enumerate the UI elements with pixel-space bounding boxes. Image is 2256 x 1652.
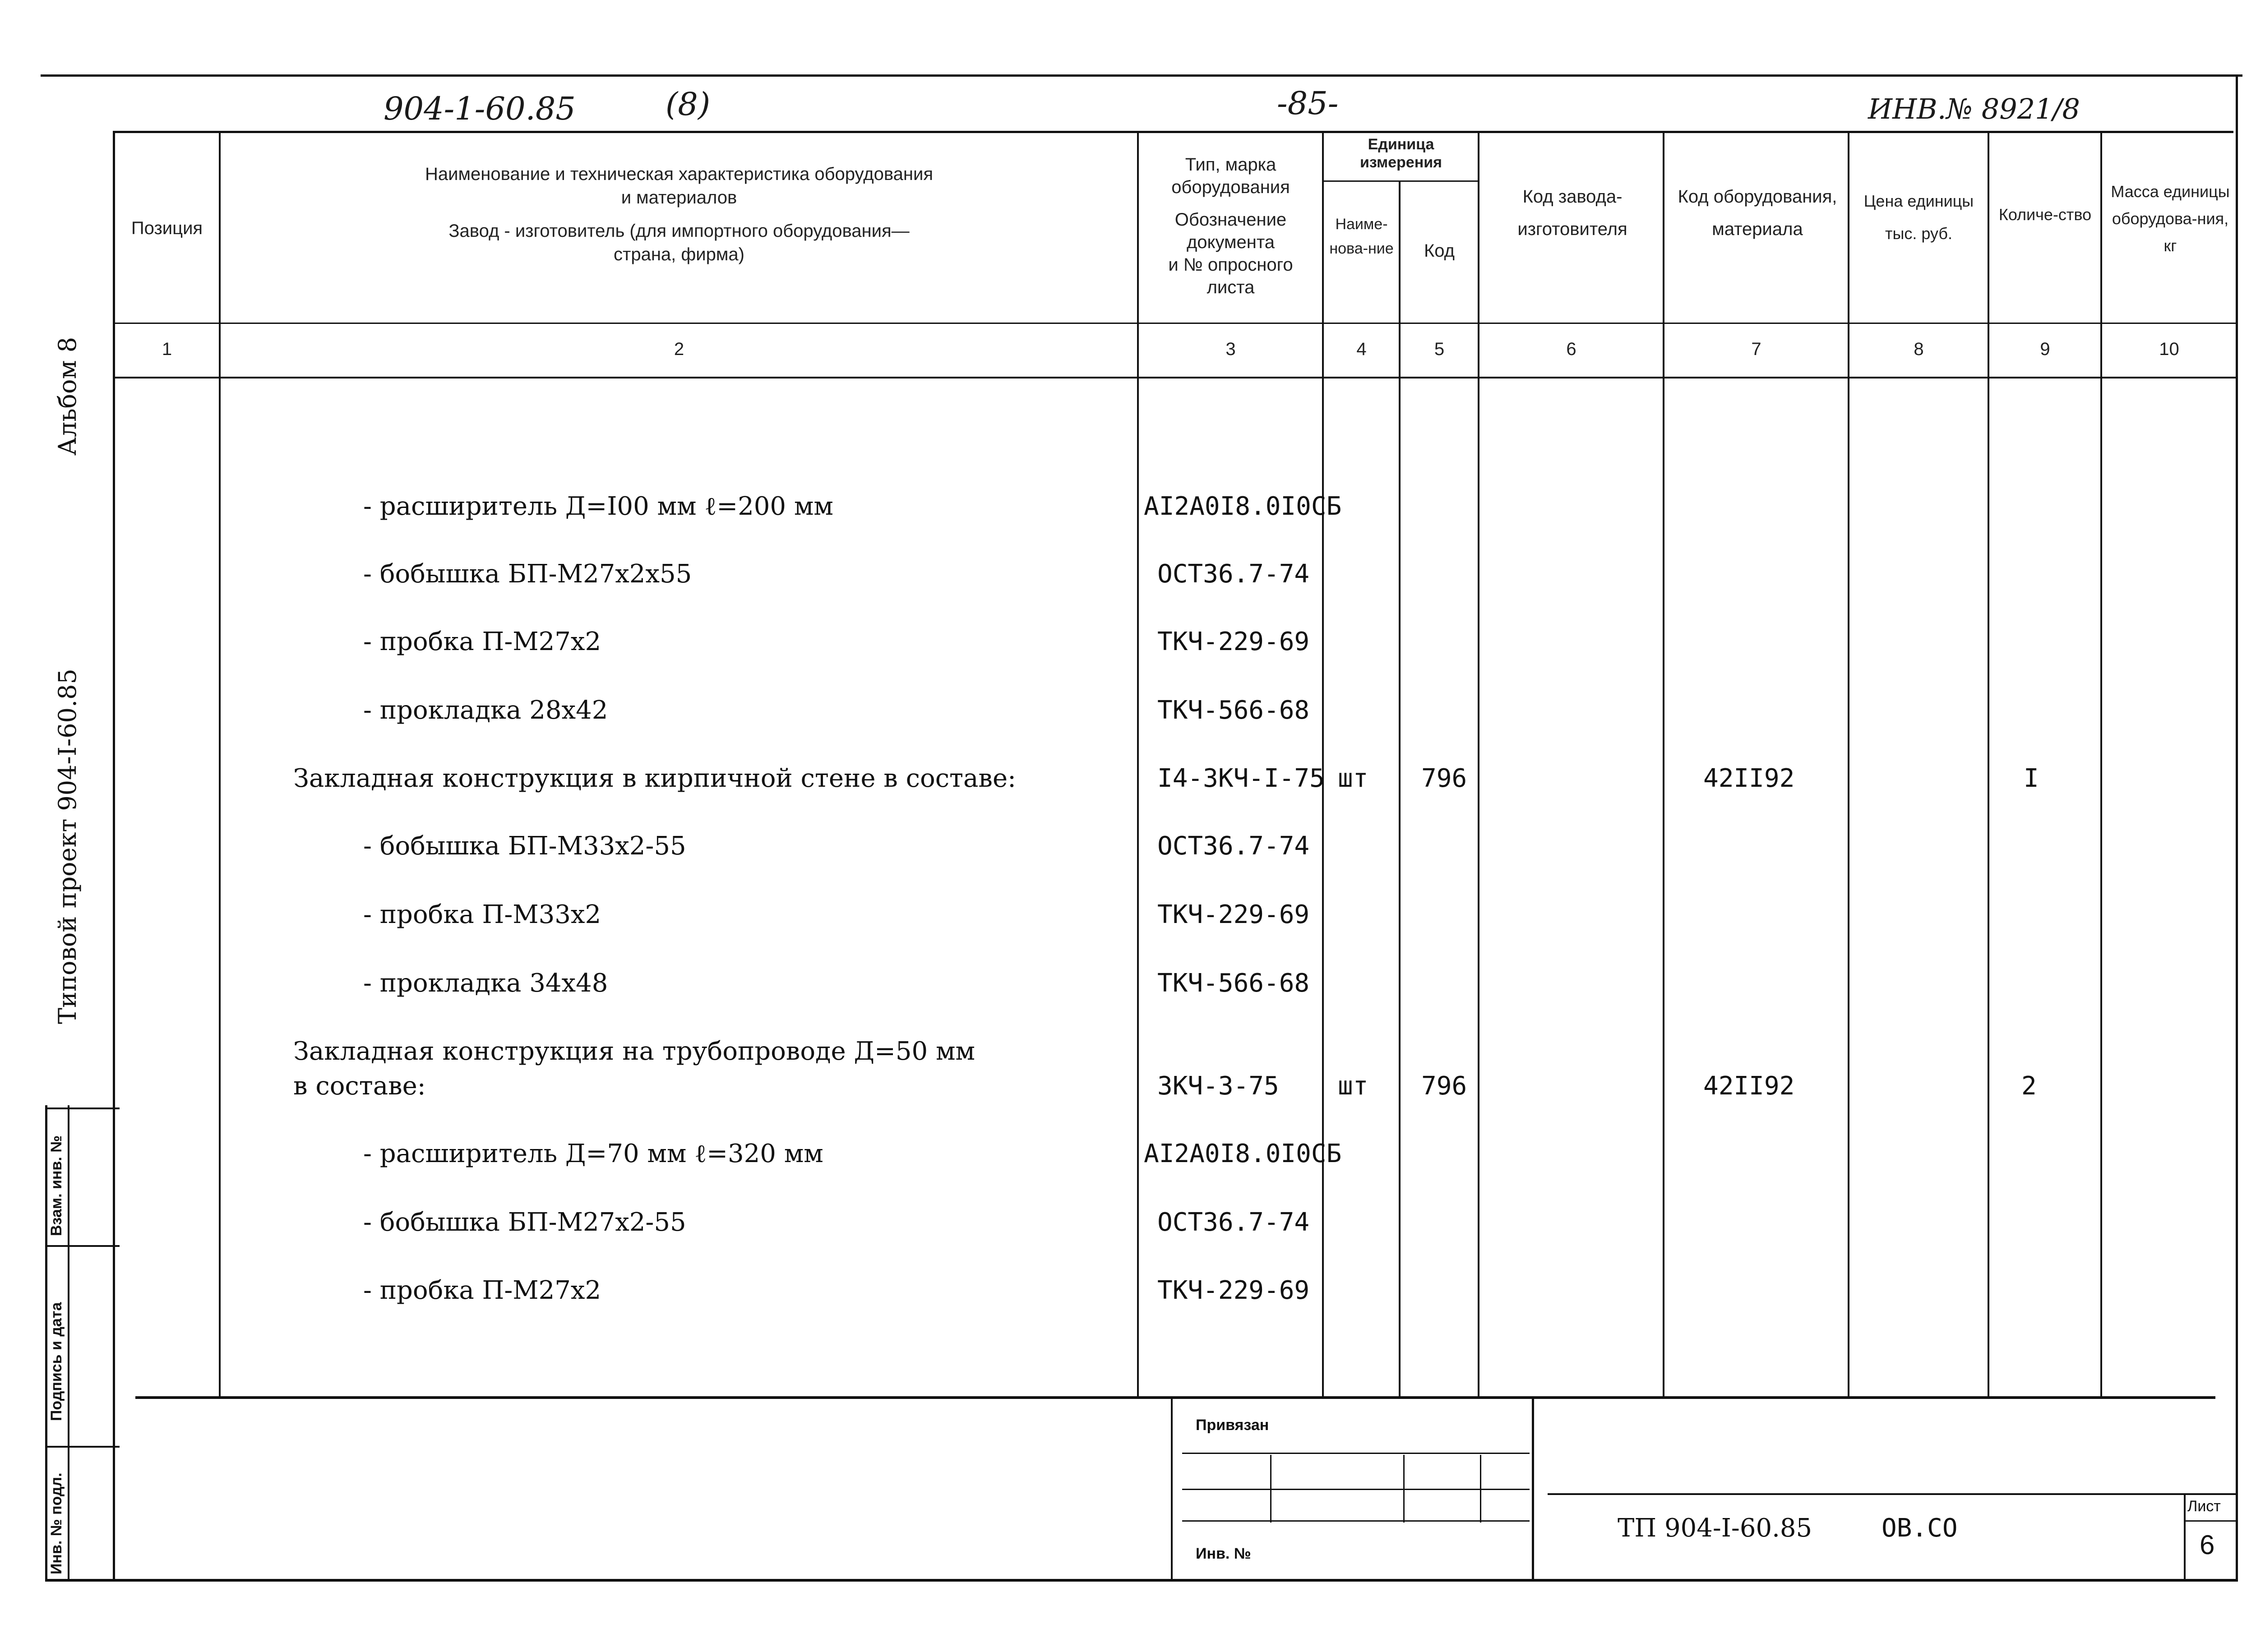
sheet-cell-divider bbox=[2184, 1520, 2236, 1522]
footer-block-right bbox=[1532, 1398, 1534, 1579]
stamp-left-border bbox=[45, 1105, 47, 1581]
row-name: - прокладка 28х42 bbox=[363, 696, 608, 725]
row-doc: ТКЧ-229-69 bbox=[1157, 1276, 1310, 1305]
row-quantity: 2 bbox=[2021, 1071, 2037, 1101]
col-sep-8 bbox=[1988, 131, 1989, 1398]
frame-right-border bbox=[2236, 74, 2238, 1581]
row-doc: ТКЧ-566-68 bbox=[1157, 696, 1310, 725]
stamp-separator-1 bbox=[45, 1107, 120, 1109]
col-number-8: 8 bbox=[1914, 339, 1924, 359]
header-unit-code: Код bbox=[1424, 241, 1455, 261]
row-name: - пробка П-М27х2 bbox=[363, 627, 601, 656]
page-number: -85- bbox=[1277, 85, 1339, 122]
unit-group-rule bbox=[1322, 180, 1478, 182]
col-number-9: 9 bbox=[2040, 339, 2050, 359]
row-unit: шт bbox=[1338, 764, 1368, 793]
col-number-6: 6 bbox=[1566, 339, 1576, 359]
row-doc: AI2A0I8.0I0CБ bbox=[1144, 1139, 1342, 1168]
row-name: - пробка П-М27х2 bbox=[363, 1276, 601, 1305]
album-mark-handwritten: (8) bbox=[666, 86, 711, 123]
row-unit: шт bbox=[1338, 1071, 1368, 1101]
footer-inv-label: Инв. № bbox=[1196, 1545, 1251, 1562]
inventory-number: ИНВ.№ 8921/8 bbox=[1868, 92, 2080, 125]
sheet-label: Лист bbox=[2187, 1498, 2221, 1515]
row-name: - расширитель Д=I00 мм ℓ=200 мм bbox=[363, 492, 833, 521]
row-doc: ТКЧ-566-68 bbox=[1157, 969, 1310, 998]
row-doc: ОСТ36.7-74 bbox=[1157, 559, 1310, 589]
row-unit-code: 796 bbox=[1421, 764, 1467, 793]
row-doc: ТКЧ-229-69 bbox=[1157, 627, 1310, 656]
footer-grid-v2 bbox=[1403, 1455, 1405, 1523]
row-doc: I4-ЗКЧ-I-75 bbox=[1157, 764, 1325, 793]
row-name: - бобышка БП-М27х2-55 bbox=[363, 1208, 686, 1237]
row-quantity: I bbox=[2024, 764, 2039, 793]
col-sep-2 bbox=[1137, 131, 1139, 1398]
row-doc: ОСТ36.7-74 bbox=[1157, 1208, 1310, 1237]
footer-grid-v3 bbox=[1480, 1455, 1481, 1523]
footer-grid-v1 bbox=[1270, 1455, 1271, 1523]
header-unit-name: Наиме-нова-ние bbox=[1329, 216, 1394, 257]
row-doc: ЗКЧ-3-75 bbox=[1157, 1071, 1279, 1101]
row-doc: ОСТ36.7-74 bbox=[1157, 831, 1310, 861]
header-position: Позиция bbox=[131, 218, 203, 238]
stamp-cell-inventory: Инв. № подл. bbox=[48, 1472, 65, 1574]
footer-grid-h2 bbox=[1182, 1489, 1530, 1490]
header-name: Наименование и техническая характеристика оборудования и материалов Завод - изготовитель (для импортного оборудования— страна, фирма) bbox=[425, 164, 933, 264]
header-unit-group: Единица измерения bbox=[1360, 136, 1442, 171]
title-block-rule bbox=[1548, 1493, 2236, 1495]
album-side-label: Альбом 8 bbox=[53, 337, 82, 456]
table-top-border bbox=[113, 131, 2233, 133]
col-sep-1 bbox=[219, 131, 221, 1398]
row-name-continued: в составе: bbox=[293, 1071, 426, 1101]
row-material-code: 42II92 bbox=[1703, 764, 1795, 793]
table-bottom-rule bbox=[135, 1396, 2215, 1399]
row-name: - прокладка 34х48 bbox=[363, 969, 608, 998]
col-number-3: 3 bbox=[1225, 339, 1236, 359]
col-sep-9 bbox=[2100, 131, 2102, 1398]
stamp-separator-2 bbox=[45, 1245, 120, 1247]
sheet-cell-left bbox=[2184, 1493, 2186, 1579]
header-quantity: Количе-ство bbox=[1998, 205, 2092, 224]
top-rule bbox=[41, 74, 2242, 77]
frame-bottom-border bbox=[45, 1579, 2238, 1582]
row-name: - пробка П-М33х2 bbox=[363, 900, 601, 929]
col-sep-5 bbox=[1478, 131, 1479, 1398]
header-mass: Масса единицы оборудова-ния, кг bbox=[2111, 182, 2230, 255]
stamp-inner-border bbox=[68, 1105, 69, 1581]
row-name: Закладная конструкция в кирпичной стене в составе: bbox=[293, 764, 1016, 793]
stamp-separator-3 bbox=[45, 1446, 120, 1448]
col-number-7: 7 bbox=[1751, 339, 1761, 359]
col-number-4: 4 bbox=[1356, 339, 1367, 359]
row-doc: ТКЧ-229-69 bbox=[1157, 900, 1310, 929]
footer-block-left bbox=[1171, 1398, 1173, 1579]
header-bottom-rule bbox=[113, 323, 2236, 324]
row-name: Закладная конструкция на трубопроводе Д=50 мм bbox=[293, 1037, 975, 1066]
stamp-cell-signature: Подпись и дата bbox=[48, 1302, 65, 1421]
col-number-10: 10 bbox=[2159, 339, 2179, 359]
header-factory-code: Код завода-изготовителя bbox=[1517, 187, 1627, 239]
header-type: Тип, марка оборудования Обозначение документа и № опросного листа bbox=[1168, 155, 1293, 297]
col-number-5: 5 bbox=[1434, 339, 1445, 359]
stamp-cell-replace: Взам. инв. № bbox=[48, 1135, 65, 1236]
project-side-label: Типовой проект 904-I-60.85 bbox=[53, 669, 82, 1024]
footer-grid-h3 bbox=[1182, 1520, 1530, 1522]
row-doc: AI2A0I8.0I0CБ bbox=[1144, 492, 1342, 521]
doc-code: ТП 904-I-60.85 bbox=[1618, 1514, 1812, 1543]
footer-grid-h1 bbox=[1182, 1453, 1530, 1454]
row-unit-code: 796 bbox=[1421, 1071, 1467, 1101]
row-name: - бобышка БП-М33х2-55 bbox=[363, 831, 686, 861]
row-material-code: 42II92 bbox=[1703, 1071, 1795, 1101]
row-name: - расширитель Д=70 мм ℓ=320 мм bbox=[363, 1139, 823, 1168]
sheet-number: 6 bbox=[2200, 1530, 2215, 1560]
footer-bound-label: Привязан bbox=[1196, 1417, 1269, 1434]
numbers-bottom-rule bbox=[113, 377, 2236, 378]
header-material-code: Код оборудования, материала bbox=[1678, 187, 1837, 239]
row-name: - бобышка БП-М27х2х55 bbox=[363, 559, 692, 589]
col-sep-4 bbox=[1399, 180, 1401, 1398]
col-number-2: 2 bbox=[674, 339, 684, 359]
col-sep-6 bbox=[1663, 131, 1664, 1398]
header-price: Цена единицы тыс. руб. bbox=[1863, 192, 1974, 243]
doc-suffix: ОВ.СО bbox=[1882, 1514, 1958, 1543]
project-code-handwritten: 904-1-60.85 bbox=[384, 90, 576, 127]
col-sep-7 bbox=[1848, 131, 1849, 1398]
col-number-1: 1 bbox=[162, 339, 172, 359]
